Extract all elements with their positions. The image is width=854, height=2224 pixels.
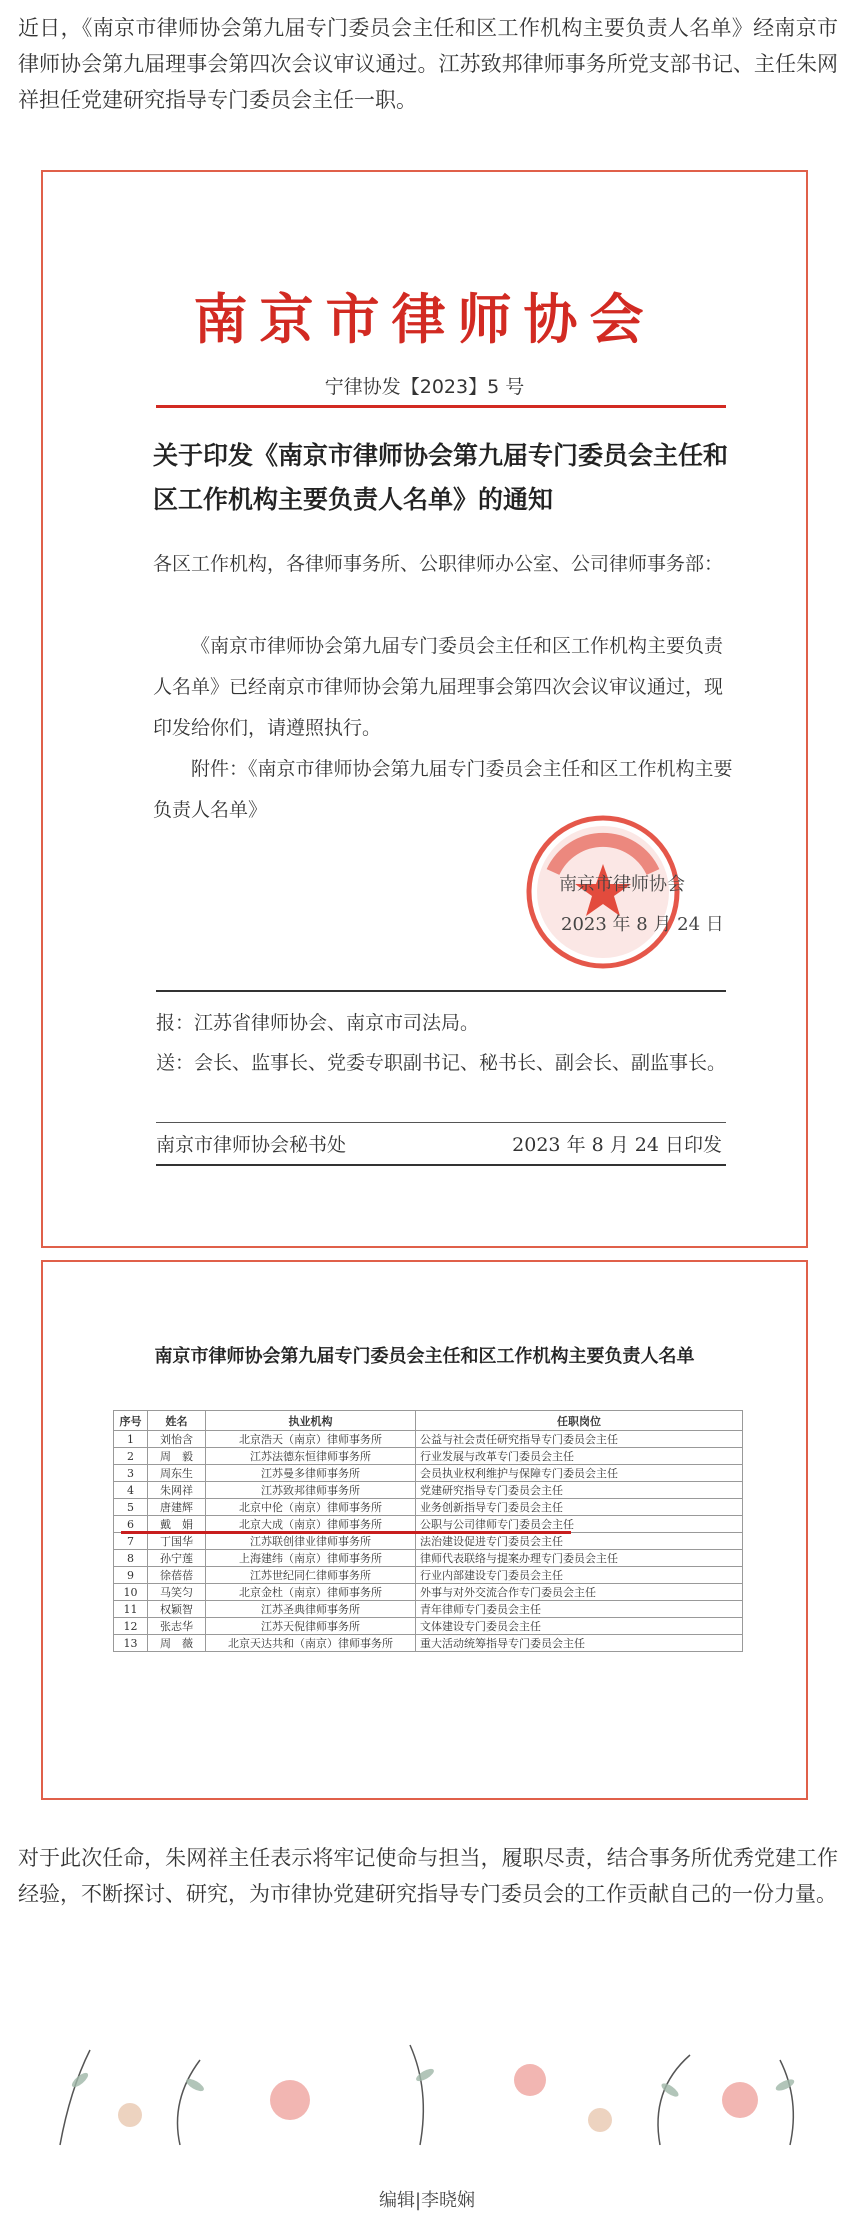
roster-row: [114, 1448, 743, 1465]
highlight-underline: [121, 1531, 571, 1534]
cell-no: 13: [114, 1635, 148, 1652]
cell-firm: 江苏天倪律师事务所: [206, 1618, 416, 1635]
signature-organization: 南京市律师协会: [559, 874, 685, 895]
roster-row: [114, 1584, 743, 1601]
roster-row: [114, 1516, 743, 1533]
cc-top-rule: [156, 990, 726, 992]
roster-row: [114, 1567, 743, 1584]
document-title: 关于印发《南京市律师协会第九届专门委员会主任和区工作机构主要负责人名单》的通知: [153, 441, 729, 514]
cell-name: 戴 娟: [148, 1516, 206, 1533]
signature-date: 2023 年 8 月 24 日: [561, 914, 724, 935]
cell-firm: 北京金杜（南京）律师事务所: [206, 1584, 416, 1601]
cell-name: 孙宁莲: [148, 1550, 206, 1567]
roster-document-image: [41, 1260, 808, 1800]
cell-position: 重大活动统筹指导专门委员会主任: [416, 1635, 743, 1652]
roster-row: [114, 1482, 743, 1499]
cell-no: 10: [114, 1584, 148, 1601]
cell-name: 张志华: [148, 1618, 206, 1635]
cell-no: 12: [114, 1618, 148, 1635]
editor-credit: 编辑|李晓娴: [378, 2190, 476, 2211]
cc-report: 报：江苏省律师协会、南京市司法局。: [156, 1012, 480, 1034]
cc-send: 送：会长、监事长、党委专职副书记、秘书长、副会长、副监事长。: [156, 1052, 727, 1074]
cell-position: 行业内部建设专门委员会主任: [416, 1567, 743, 1584]
cell-firm: 江苏曼多律师事务所: [206, 1465, 416, 1482]
cell-no: 2: [114, 1448, 148, 1465]
cell-name: 周 薇: [148, 1635, 206, 1652]
cell-name: 徐蓓蓓: [148, 1567, 206, 1584]
header-position: 任职岗位: [416, 1411, 743, 1431]
roster-title: 南京市律师协会第九届专门委员会主任和区工作机构主要负责人名单: [154, 1346, 695, 1367]
footer-bottom-rule: [156, 1164, 726, 1166]
document-addressee: 各区工作机构，各律师事务所、公职律师办公室、公司律师事务部：: [153, 553, 724, 575]
footer-organization: 南京市律师协会秘书处: [156, 1134, 347, 1156]
cell-position: 文体建设专门委员会主任: [416, 1618, 743, 1635]
roster-row: [114, 1465, 743, 1482]
cell-firm: 江苏致邦律师事务所: [206, 1482, 416, 1499]
cell-no: 8: [114, 1550, 148, 1567]
cell-position: 青年律师专门委员会主任: [416, 1601, 743, 1618]
outro-paragraph: 对于此次任命，朱网祥主任表示将牢记使命与担当，履职尽责，结合事务所优秀党建工作经验，不断探讨、研究，为市律协党建研究指导专门委员会的工作贡献自己的一份力量。: [18, 1846, 838, 1906]
cell-position: 公职与公司律师专门委员会主任: [416, 1516, 743, 1533]
cell-position: 法治建设促进专门委员会主任: [416, 1533, 743, 1550]
cell-no: 5: [114, 1499, 148, 1516]
cell-firm: 北京中伦（南京）律师事务所: [206, 1499, 416, 1516]
intro-paragraph: 近日，《南京市律师协会第九届专门委员会主任和区工作机构主要负责人名单》经南京市律师协会第九届理事会第四次会议审议通过。江苏致邦律师事务所党支部书记、主任朱网祥担任党建研究指导专门委员会主任一职。: [18, 16, 838, 112]
document-attachment: 附件：《南京市律师协会第九届专门委员会主任和区工作机构主要负责人名单》: [153, 758, 733, 821]
document-number: 宁律协发【2023】5 号: [324, 376, 525, 398]
notice-document-image: [41, 170, 808, 1248]
cell-no: 7: [114, 1533, 148, 1550]
footer-date: 2023 年 8 月 24 日印发: [512, 1134, 722, 1156]
cell-firm: 江苏联创律业律师事务所: [206, 1533, 416, 1550]
cell-position: 党建研究指导专门委员会主任: [416, 1482, 743, 1499]
roster-row: [114, 1431, 743, 1448]
cell-firm: 江苏圣典律师事务所: [206, 1601, 416, 1618]
roster-row: [114, 1550, 743, 1567]
footer-top-rule: [156, 1122, 726, 1123]
cell-position: 公益与社会责任研究指导专门委员会主任: [416, 1431, 743, 1448]
cell-name: 周 毅: [148, 1448, 206, 1465]
cell-firm: 北京大成（南京）律师事务所: [206, 1516, 416, 1533]
cell-firm: 北京天达共和（南京）律师事务所: [206, 1635, 416, 1652]
roster-row: [114, 1533, 743, 1550]
cell-name: 朱网祥: [148, 1482, 206, 1499]
floral-decoration-icon: [0, 2030, 854, 2150]
cell-name: 马笑匀: [148, 1584, 206, 1601]
cell-position: 外事与对外交流合作专门委员会主任: [416, 1584, 743, 1601]
cell-firm: 上海建纬（南京）律师事务所: [206, 1550, 416, 1567]
cell-position: 会员执业权利维护与保障专门委员会主任: [416, 1465, 743, 1482]
cell-no: 3: [114, 1465, 148, 1482]
roster-row: [114, 1601, 743, 1618]
cell-no: 1: [114, 1431, 148, 1448]
cell-position: 业务创新指导专门委员会主任: [416, 1499, 743, 1516]
document-body: 《南京市律师协会第九届专门委员会主任和区工作机构主要负责人名单》已经南京市律师协会第九届理事会第四次会议审议通过，现印发给你们，请遵照执行。: [153, 635, 724, 739]
roster-row: [114, 1635, 743, 1652]
cell-firm: 北京浩天（南京）律师事务所: [206, 1431, 416, 1448]
cell-position: 律师代表联络与提案办理专门委员会主任: [416, 1550, 743, 1567]
header-firm: 执业机构: [206, 1411, 416, 1431]
document-header: 南京市律师协会: [193, 287, 656, 351]
cell-firm: 江苏世纪同仁律师事务所: [206, 1567, 416, 1584]
header-no: 序号: [114, 1411, 148, 1431]
header-red-rule: [156, 405, 726, 408]
cell-firm: 江苏法德东恒律师事务所: [206, 1448, 416, 1465]
roster-header-row: [114, 1411, 743, 1431]
cell-no: 9: [114, 1567, 148, 1584]
cell-name: 唐建辉: [148, 1499, 206, 1516]
cell-position: 行业发展与改革专门委员会主任: [416, 1448, 743, 1465]
cell-name: 丁国华: [148, 1533, 206, 1550]
roster-row: [114, 1499, 743, 1516]
cell-name: 刘怡含: [148, 1431, 206, 1448]
cell-name: 周东生: [148, 1465, 206, 1482]
roster-row: [114, 1618, 743, 1635]
cell-no: 11: [114, 1601, 148, 1618]
header-name: 姓名: [148, 1411, 206, 1431]
cell-no: 6: [114, 1516, 148, 1533]
cell-no: 4: [114, 1482, 148, 1499]
cell-name: 权颖智: [148, 1601, 206, 1618]
